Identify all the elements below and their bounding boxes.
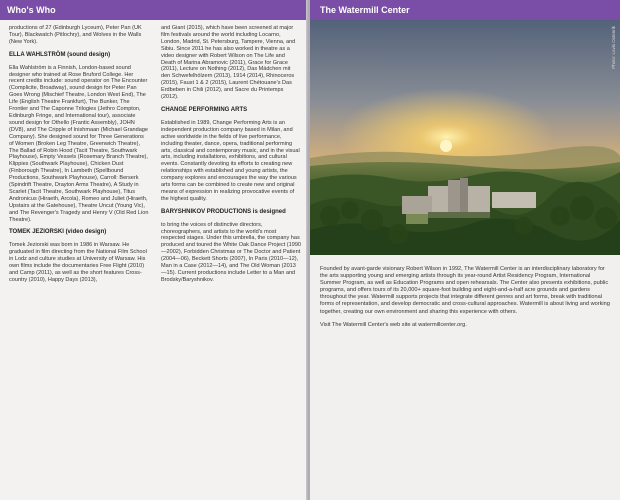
bio-heading: BARYSHNIKOV PRODUCTIONS is designed: [161, 208, 286, 215]
column-1: [9, 25, 149, 290]
aerial-sunset-landscape-image: [310, 20, 620, 255]
whos-who-columns: [9, 25, 299, 495]
watermill-paragraph: Founded by avant-garde visionary Robert Wilson in 1992, The Watermill Center is an interdisciplinary laboratory for the arts supporting young and emerging artists through its year-round Artist Residency Program, International Summer Program, as well as Education Programs and open rehearsals. The Center also presents exhibitions, public programs, and offers tours of its 20,000+ square-foot building and eight-and-a-half acre grounds and gardens throughout the year. Watermill supports projects that integrate different genres and art forms, break with traditional forms of representation, and develop democratic and cross-cultural approaches. Watermill is about living and working together, creating our own environment and sharing this experience with others.: [320, 266, 610, 315]
bio-heading: ELLA WAHLSTRÖM (sound design): [9, 51, 111, 58]
watermill-center-photo: [310, 20, 620, 255]
right-page-header: The Watermill Center: [310, 0, 620, 20]
bio-paragraph: to bring the voices of distinctive directors, choreographers, and artists to the world's most respected stages. Under this umbrella, the company has produced and toured the White Oak Dance Project (1990—2002), Forbidden Christmas or The Doctor and Patient (2004—06), Beckett Shorts (2007), In Paris (2010—12), Man in a Case (2012—14), and The Old Woman (2013—15). Current productions include Letter to a Man and Brodsky/Baryshnikov.: [161, 221, 301, 283]
watermill-paragraph: Visit The Watermill Center's web site at watermillcenter.org.: [320, 321, 467, 328]
sun-icon: [440, 140, 452, 152]
right-page: [310, 0, 620, 500]
left-page: [0, 0, 308, 500]
bio-paragraph: Ella Wahlström is a Finnish, London-based sound designer who trained at Rose Bruford College. Her recent credits include: sound operator on The Encounter (Complicite, Broadway), sound design for Peter Pan Goes Wrong (Mischief Theatre, London West End), The Life (English Theatre Frankfurt), The Bunker, The Frontier and The Caponne Trilogies (Jethro Compton, Edinburgh Fringe, and International tour), associate sound design for Othello (Frantic Assembly), JOHN (DV8), and The Cripple of Inishmaan (Michael Grandage Company). She designed sound for Three Generations of Women (Broken Leg Theatre, Greenwich Theatre), The Ballad of Robin Hood (Tacit Theatre, Southwark Playhouse), Empty Vessels (Rosemary Branch Theatre), Klippies (Southwark Playhouse), Chicken Dust (Finborough Theatre), In Lambeth (Spellbound Productions, Southwark Playhouse), Carroll: Berserk (Spindrift Theatre, Drayton Arms Theatre), A Study in Scarlet (Tacit Theatre, Southwark Playhouse), Titus Andronicus (Hiraeth, Arcola), Romeo and Juliet (Hiraeth, Upstairs at the Gatehouse), Theatre Uncut (Young Vic), and The Revenger's Tragedy and Henry V (Old Red Lion Theatre).: [9, 64, 149, 223]
bio-heading: CHANGE PERFORMING ARTS: [161, 106, 248, 113]
bio-paragraph: and Giant (2015), which have been screened at major film festivals around the world including Locarno, London, Madrid, St. Petersburg, Tampere, Vienna, and Sibiu. Since 2011 he has also worked in theatre as a video designer with Robert Wilson on The Life and Death of Marina Abramovic (2011), Grace for Grace (2011), Lecture on Nothing (2012), Das Mädchen mit den Schwefelhölzern (2013), 1914 (2014), Rhinoceros (2015), Faust 1 & 2 (2015), Laurent Chétouane's Das Erdbeben in Chili (2012), and Sacre du Printemps (2012).: [161, 25, 296, 101]
column-2: [161, 25, 301, 290]
bio-paragraph: Tomek Jeziorski was born in 1986 in Warsaw. He graduated in film directing from the National Film School in Lodz and culture studies at University of Warsaw. His own films include the documentaries Free Flight (2010) and Camp (2011), as well as the short features Cross-country (2010), Happy Days (2013),: [9, 242, 147, 283]
bio-heading: TOMEK JEZIORSKI (video design): [9, 229, 107, 236]
watermill-description: [320, 266, 612, 335]
left-page-header: Who's Who: [0, 0, 308, 20]
bio-paragraph: Established in 1989, Change Performing Arts is an independent production company based in Milan, and active worldwide in the fields of live performance, including theater, dance, opera, traditional performing arts, classical and contemporary music, and in the visual arts, including installations, exhibitions, and cultural events. Constantly devoting its efforts to creating new relationships with established and young artists, the company explores and encourages the way the various arts forms can be combined to create new and original means of expression in realizing provocative events of the highest quality.: [161, 119, 300, 202]
photo-credit: Photo: Lovis Ostenrik: [611, 26, 616, 69]
bio-paragraph: productions of 27 (Edinburgh Lyceum), Peter Pan (UK Tour), Blackwatch (Pitlochry), and Wolves in the Walls (New York).: [9, 25, 142, 45]
